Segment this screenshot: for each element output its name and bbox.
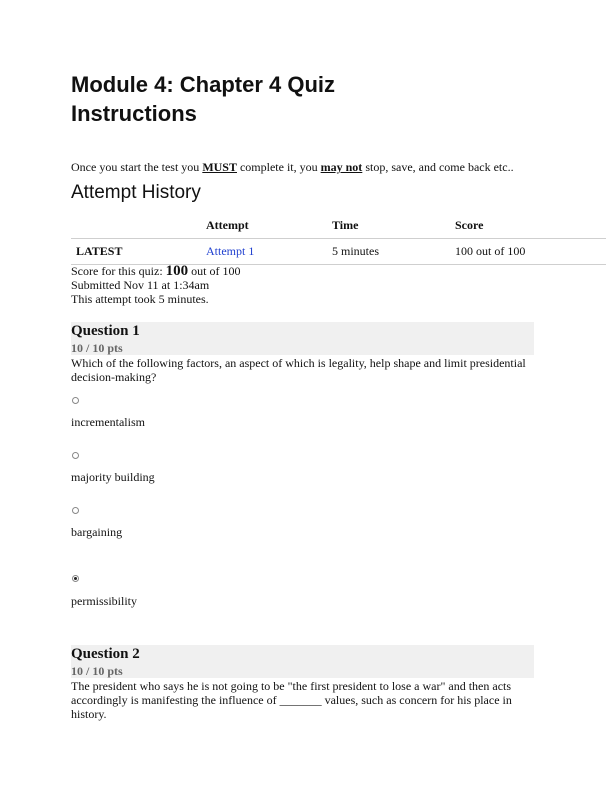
question-2-header xyxy=(71,645,534,678)
quiz-score xyxy=(71,264,241,278)
instructions-text xyxy=(71,159,514,175)
instructions-part1: Once you start the test you xyxy=(71,160,203,174)
instructions-must: MUST xyxy=(202,160,237,174)
answer-label-incrementalism: incrementalism xyxy=(71,415,145,429)
answer-radio-permissibility[interactable] xyxy=(72,575,79,582)
answer-radio-majority-building[interactable] xyxy=(72,452,79,459)
attempt-history-table xyxy=(71,213,606,265)
question-1-title: Question 1 xyxy=(71,323,140,339)
column-header-score: Score xyxy=(455,213,606,239)
instructions-may-not: may not xyxy=(320,160,363,174)
table-header-row xyxy=(71,213,606,239)
page-title-line1: Module 4: Chapter 4 Quiz xyxy=(71,72,336,97)
answer-label-permissibility: permissibility xyxy=(71,594,137,608)
column-header-attempt: Attempt xyxy=(206,213,332,239)
score-cell: 100 out of 100 xyxy=(455,239,606,265)
question-2-text: The president who says he is not going to be "the first president to lose a war" and then acts accordingly is manifesting the influence of _______ values, such as concern for his place in history. xyxy=(71,679,512,721)
column-header-time: Time xyxy=(332,213,455,239)
score-suffix: out of 100 xyxy=(188,264,241,278)
answer-radio-bargaining[interactable] xyxy=(72,507,79,514)
attempt-duration: This attempt took 5 minutes. xyxy=(71,292,209,306)
page-title xyxy=(71,70,335,128)
answer-label-majority-building: majority building xyxy=(71,470,155,484)
question-2-points: 10 / 10 pts xyxy=(71,664,123,678)
latest-label: LATEST xyxy=(71,239,206,265)
page-title-line2: Instructions xyxy=(71,101,197,126)
attempt-history-heading: Attempt History xyxy=(71,182,201,203)
answer-label-bargaining: bargaining xyxy=(71,525,123,539)
time-cell: 5 minutes xyxy=(332,239,455,265)
question-1-header xyxy=(71,322,534,355)
quiz-summary xyxy=(71,264,241,306)
attempt-1-link[interactable]: Attempt 1 xyxy=(206,244,255,258)
question-2-title: Question 2 xyxy=(71,646,140,662)
submitted-time: Submitted Nov 11 at 1:34am xyxy=(71,278,210,292)
question-1-points: 10 / 10 pts xyxy=(71,341,123,355)
column-header-blank xyxy=(71,213,206,239)
attempt-cell xyxy=(206,239,332,265)
question-1-text: Which of the following factors, an aspect of which is legality, help shape and limit presidential decision-making? xyxy=(71,356,526,384)
table-row xyxy=(71,239,606,265)
score-prefix: Score for this quiz: xyxy=(71,264,166,278)
answer-radio-incrementalism[interactable] xyxy=(72,397,79,404)
score-value: 100 xyxy=(165,263,189,279)
instructions-part3: stop, save, and come back etc.. xyxy=(362,160,514,174)
instructions-part2: complete it, you xyxy=(236,160,321,174)
